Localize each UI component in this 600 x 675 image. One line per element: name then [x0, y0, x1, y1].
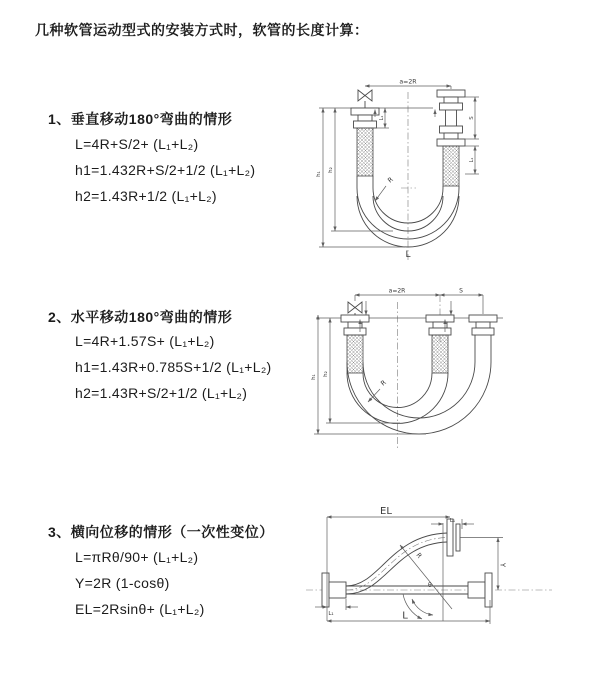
- length-label: L: [405, 250, 411, 260]
- dim-s-label: S: [469, 116, 475, 120]
- section3-formula-el: EL=2Rsinθ+ (L₁+L₂): [75, 601, 205, 617]
- section3-formula-y: Y=2R (1-cosθ): [75, 575, 170, 591]
- dimension-length: [327, 600, 490, 624]
- radius-label: R: [386, 175, 395, 185]
- section1-heading: 1、垂直移动180°弯曲的情形: [48, 111, 233, 127]
- radius-callout: [368, 378, 388, 402]
- middle-flange: [426, 315, 454, 335]
- section1-formula-h2: h2=1.43R+1/2 (L₁+L₂): [75, 188, 217, 204]
- dim-width-label: a=2R: [388, 287, 406, 295]
- radius-label: R: [379, 378, 388, 388]
- section3-formula-length: L=πRθ/90+ (L₁+L₂): [75, 549, 199, 565]
- dim-l1-left-label: L₁: [379, 115, 385, 121]
- dim-l1-top-label: L₁: [449, 518, 456, 524]
- left-braided-hose: [347, 335, 363, 373]
- diagram-horizontal-180-bend: [308, 282, 598, 457]
- section2-heading: 2、水平移动180°弯曲的情形: [48, 309, 233, 325]
- centerlines: [401, 92, 416, 260]
- section2-formula-h2: h2=1.43R+S/2+1/2 (L₁+L₂): [75, 385, 248, 401]
- dimension-s: [465, 97, 479, 139]
- left-flange: [341, 315, 369, 335]
- dim-l1-right-label: L₁: [469, 157, 475, 163]
- dimension-el: [327, 506, 450, 621]
- angle-label: θ: [428, 582, 432, 589]
- dimension-l1-right: [465, 146, 479, 174]
- dim-y-label: Y: [498, 562, 507, 568]
- page-title: 几种软管运动型式的安装方式时，软管的长度计算：: [35, 22, 369, 38]
- top-flange: [447, 519, 460, 556]
- radius-callout: [375, 175, 395, 201]
- right-flange: [469, 315, 497, 335]
- dim-h2-label: h₂: [323, 371, 329, 377]
- dim-h1-label: h₁: [316, 171, 322, 177]
- dim-el-label: EL: [380, 506, 392, 517]
- dimension-s: [440, 288, 483, 315]
- dim-l1-bottom-label: L₁: [328, 611, 334, 617]
- left-braided-hose: [357, 128, 373, 176]
- dim-h1-label: h₁: [311, 374, 317, 380]
- dim-length-label: L: [402, 610, 408, 622]
- dimension-width: [355, 288, 440, 296]
- valve-icon: [348, 295, 362, 315]
- radius-label: R: [414, 551, 424, 560]
- dim-width-label: a=2R: [399, 78, 417, 86]
- section1-formula-h1: h1=1.432R+S/2+1/2 (L₁+L₂): [75, 162, 256, 178]
- section1-formula-length: L=4R+S/2+ (L₁+L₂): [75, 136, 199, 152]
- valve-icon: [358, 90, 372, 108]
- left-flange: [322, 573, 346, 607]
- right-braided-hose: [443, 146, 459, 186]
- hose-u-arcs: [347, 335, 491, 434]
- right-flange-stack: [437, 90, 465, 146]
- right-flange: [468, 573, 492, 607]
- dim-s-label: S: [459, 287, 463, 295]
- diagram-vertical-180-bend: [313, 70, 590, 266]
- diagram-lateral-displacement: [300, 503, 598, 643]
- dim-h2-label: h₂: [328, 167, 334, 173]
- dimension-width: [365, 79, 451, 90]
- section2-formula-h1: h1=1.43R+0.785S+1/2 (L₁+L₂): [75, 359, 272, 375]
- dimension-l1-bottom: [315, 599, 358, 617]
- middle-braided-hose: [432, 335, 448, 373]
- section2-formula-length: L=4R+1.57S+ (L₁+L₂): [75, 333, 215, 349]
- displaced-hose: [346, 533, 447, 594]
- section3-heading: 3、横向位移的情形（一次性变位）: [48, 524, 274, 540]
